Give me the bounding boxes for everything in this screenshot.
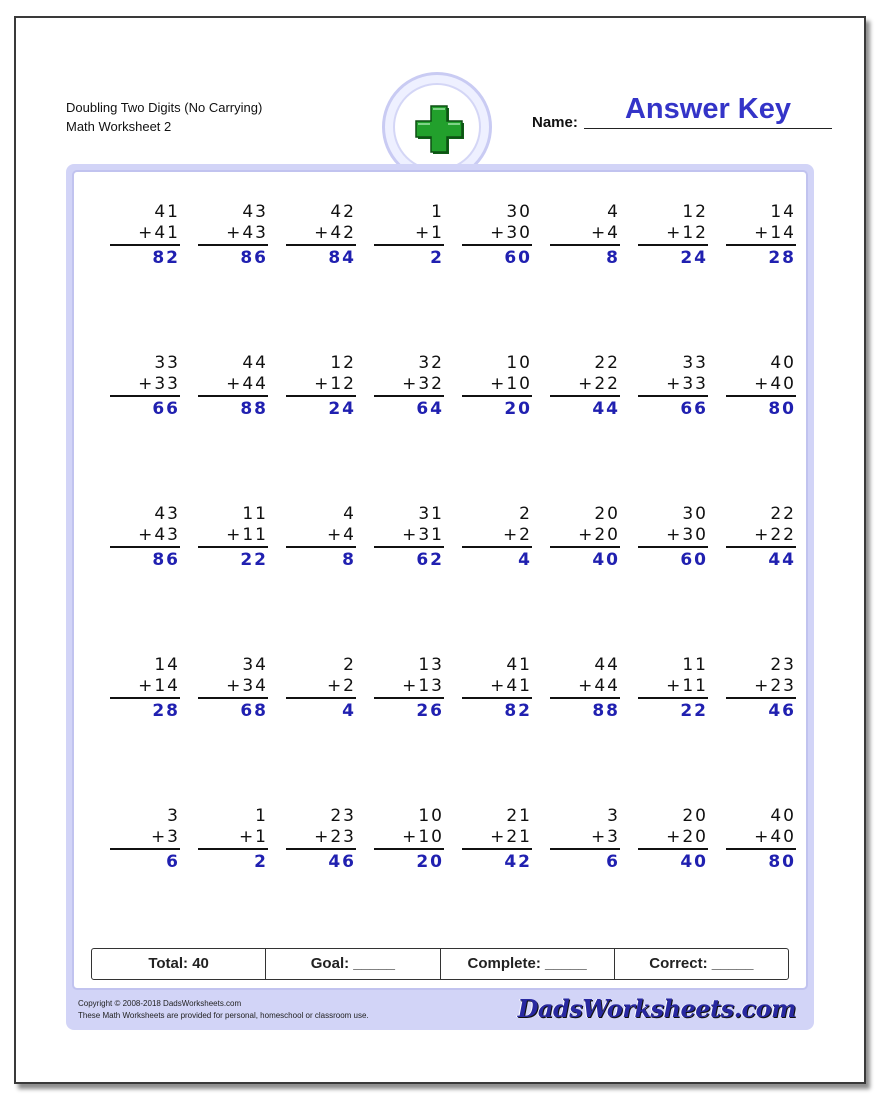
addend-top: 4 <box>343 504 356 524</box>
answer-value: 84 <box>328 248 356 268</box>
addend-bottom: +23 <box>726 676 796 699</box>
score-tally <box>91 948 789 980</box>
addend-top: 21 <box>506 806 532 826</box>
problem-item <box>286 353 356 420</box>
answer-value: 88 <box>240 399 268 419</box>
answer-value: 46 <box>328 852 356 872</box>
problem-item <box>110 353 180 420</box>
answer-value: 60 <box>504 248 532 268</box>
tally-goal[interactable]: Goal: _____ <box>266 949 440 979</box>
addend-top: 3 <box>607 806 620 826</box>
addend-top: 44 <box>594 655 620 675</box>
addend-bottom: +12 <box>638 223 708 246</box>
problem-item <box>550 655 620 722</box>
answer-value: 26 <box>416 701 444 721</box>
problem-item <box>726 202 796 269</box>
name-field[interactable] <box>584 90 832 129</box>
addend-bottom: +44 <box>198 374 268 397</box>
answer-value: 6 <box>606 852 620 872</box>
addend-top: 43 <box>242 202 268 222</box>
problem-item <box>110 504 180 571</box>
answer-value: 6 <box>166 852 180 872</box>
answer-value: 28 <box>768 248 796 268</box>
answer-value: 82 <box>152 248 180 268</box>
addend-top: 30 <box>682 504 708 524</box>
problem-item <box>374 353 444 420</box>
addend-top: 14 <box>770 202 796 222</box>
addend-top: 23 <box>330 806 356 826</box>
answer-value: 66 <box>152 399 180 419</box>
addend-top: 12 <box>682 202 708 222</box>
addend-bottom: +1 <box>374 223 444 246</box>
addend-bottom: +30 <box>462 223 532 246</box>
addend-top: 4 <box>607 202 620 222</box>
plus-icon <box>412 102 466 156</box>
addend-top: 2 <box>343 655 356 675</box>
addend-bottom: +30 <box>638 525 708 548</box>
addend-top: 22 <box>770 504 796 524</box>
copyright-block <box>78 998 369 1022</box>
addend-bottom: +4 <box>550 223 620 246</box>
addend-top: 20 <box>682 806 708 826</box>
problems-grid <box>72 170 808 990</box>
addend-top: 3 <box>167 806 180 826</box>
addend-top: 14 <box>154 655 180 675</box>
addend-top: 1 <box>431 202 444 222</box>
addend-top: 41 <box>506 655 532 675</box>
addend-top: 20 <box>594 504 620 524</box>
addend-bottom: +3 <box>550 827 620 850</box>
answer-value: 40 <box>592 550 620 570</box>
answer-value: 64 <box>416 399 444 419</box>
problem-item <box>462 806 532 873</box>
name-label: Name: <box>532 114 578 131</box>
addend-bottom: +43 <box>110 525 180 548</box>
addend-bottom: +12 <box>286 374 356 397</box>
addend-top: 40 <box>770 353 796 373</box>
problem-item <box>462 353 532 420</box>
addend-top: 42 <box>330 202 356 222</box>
brand-logo[interactable]: DadsWorksheets.com <box>517 994 796 1023</box>
problem-item <box>726 655 796 722</box>
addend-bottom: +22 <box>550 374 620 397</box>
problem-item <box>110 202 180 269</box>
problem-item <box>726 353 796 420</box>
answer-value: 86 <box>240 248 268 268</box>
answer-value: 86 <box>152 550 180 570</box>
problem-item <box>462 504 532 571</box>
answer-value: 24 <box>680 248 708 268</box>
problem-item <box>374 202 444 269</box>
answer-value: 2 <box>254 852 268 872</box>
problem-item <box>198 504 268 571</box>
problem-item <box>286 806 356 873</box>
addend-bottom: +33 <box>110 374 180 397</box>
addend-top: 10 <box>418 806 444 826</box>
addend-top: 23 <box>770 655 796 675</box>
addend-bottom: +32 <box>374 374 444 397</box>
addend-bottom: +31 <box>374 525 444 548</box>
problem-item <box>198 353 268 420</box>
addend-bottom: +43 <box>198 223 268 246</box>
answer-value: 8 <box>342 550 356 570</box>
answer-value: 4 <box>342 701 356 721</box>
addend-top: 13 <box>418 655 444 675</box>
problem-item <box>374 504 444 571</box>
worksheet-title <box>66 98 262 136</box>
problem-item <box>638 504 708 571</box>
problem-item <box>638 655 708 722</box>
problem-item <box>198 806 268 873</box>
problem-item <box>374 806 444 873</box>
answer-value: 44 <box>768 550 796 570</box>
tally-total: Total: 40 <box>92 949 266 979</box>
answer-value: 2 <box>430 248 444 268</box>
problem-item <box>550 202 620 269</box>
addend-bottom: +4 <box>286 525 356 548</box>
copyright-text: Copyright © 2008-2018 DadsWorksheets.com <box>78 999 242 1008</box>
addend-bottom: +11 <box>638 676 708 699</box>
addend-bottom: +41 <box>110 223 180 246</box>
answer-value: 42 <box>504 852 532 872</box>
problem-item <box>462 655 532 722</box>
problem-item <box>638 806 708 873</box>
addend-bottom: +11 <box>198 525 268 548</box>
problem-item <box>198 655 268 722</box>
addend-top: 2 <box>519 504 532 524</box>
addend-bottom: +10 <box>462 374 532 397</box>
addend-top: 41 <box>154 202 180 222</box>
addend-bottom: +1 <box>198 827 268 850</box>
answer-value: 88 <box>592 701 620 721</box>
addend-bottom: +40 <box>726 374 796 397</box>
addend-top: 44 <box>242 353 268 373</box>
usage-notice: These Math Worksheets are provided for personal, homeschool or classroom use. <box>78 1011 369 1020</box>
addend-top: 11 <box>242 504 268 524</box>
addend-bottom: +41 <box>462 676 532 699</box>
title-line-2: Math Worksheet 2 <box>66 119 172 134</box>
problem-item <box>726 504 796 571</box>
addend-top: 40 <box>770 806 796 826</box>
problem-item <box>726 806 796 873</box>
answer-value: 4 <box>518 550 532 570</box>
addend-bottom: +33 <box>638 374 708 397</box>
answer-value: 62 <box>416 550 444 570</box>
problem-item <box>550 806 620 873</box>
answer-value: 46 <box>768 701 796 721</box>
problem-item <box>638 202 708 269</box>
addend-bottom: +13 <box>374 676 444 699</box>
addend-top: 30 <box>506 202 532 222</box>
tally-correct[interactable]: Correct: _____ <box>649 955 754 972</box>
answer-value: 20 <box>416 852 444 872</box>
addend-bottom: +40 <box>726 827 796 850</box>
addend-bottom: +23 <box>286 827 356 850</box>
addend-top: 33 <box>154 353 180 373</box>
answer-value: 20 <box>504 399 532 419</box>
addend-bottom: +20 <box>550 525 620 548</box>
problem-item <box>198 202 268 269</box>
addend-top: 11 <box>682 655 708 675</box>
addend-top: 32 <box>418 353 444 373</box>
problem-item <box>110 655 180 722</box>
addend-top: 43 <box>154 504 180 524</box>
problem-item <box>550 353 620 420</box>
problem-item <box>286 504 356 571</box>
answer-value: 80 <box>768 399 796 419</box>
addend-bottom: +2 <box>286 676 356 699</box>
addend-bottom: +34 <box>198 676 268 699</box>
answer-value: 82 <box>504 701 532 721</box>
problem-item <box>550 504 620 571</box>
tally-complete[interactable]: Complete: _____ <box>441 949 615 979</box>
worksheet-page <box>14 16 866 1084</box>
addend-bottom: +20 <box>638 827 708 850</box>
addend-bottom: +44 <box>550 676 620 699</box>
answer-value: 22 <box>240 550 268 570</box>
addend-top: 31 <box>418 504 444 524</box>
addend-bottom: +14 <box>726 223 796 246</box>
answer-value: 66 <box>680 399 708 419</box>
answer-value: 68 <box>240 701 268 721</box>
addend-bottom: +42 <box>286 223 356 246</box>
addend-bottom: +21 <box>462 827 532 850</box>
answer-value: 44 <box>592 399 620 419</box>
problem-item <box>110 806 180 873</box>
answer-value: 24 <box>328 399 356 419</box>
answer-value: 28 <box>152 701 180 721</box>
problems-frame <box>66 164 814 1030</box>
title-line-1: Doubling Two Digits (No Carrying) <box>66 100 263 115</box>
addend-top: 1 <box>255 806 268 826</box>
answer-value: 60 <box>680 550 708 570</box>
addend-bottom: +22 <box>726 525 796 548</box>
answer-value: 22 <box>680 701 708 721</box>
problem-item <box>638 353 708 420</box>
answer-key-text: Answer Key <box>624 93 791 125</box>
answer-value: 40 <box>680 852 708 872</box>
addend-bottom: +2 <box>462 525 532 548</box>
problem-item <box>462 202 532 269</box>
addend-top: 33 <box>682 353 708 373</box>
logo-inner-ring <box>393 83 481 171</box>
answer-value: 80 <box>768 852 796 872</box>
addend-top: 12 <box>330 353 356 373</box>
addend-bottom: +10 <box>374 827 444 850</box>
addend-top: 10 <box>506 353 532 373</box>
addend-bottom: +3 <box>110 827 180 850</box>
problem-item <box>286 655 356 722</box>
answer-value: 8 <box>606 248 620 268</box>
problem-item <box>374 655 444 722</box>
addend-bottom: +14 <box>110 676 180 699</box>
addend-top: 22 <box>594 353 620 373</box>
addend-top: 34 <box>242 655 268 675</box>
problem-item <box>286 202 356 269</box>
